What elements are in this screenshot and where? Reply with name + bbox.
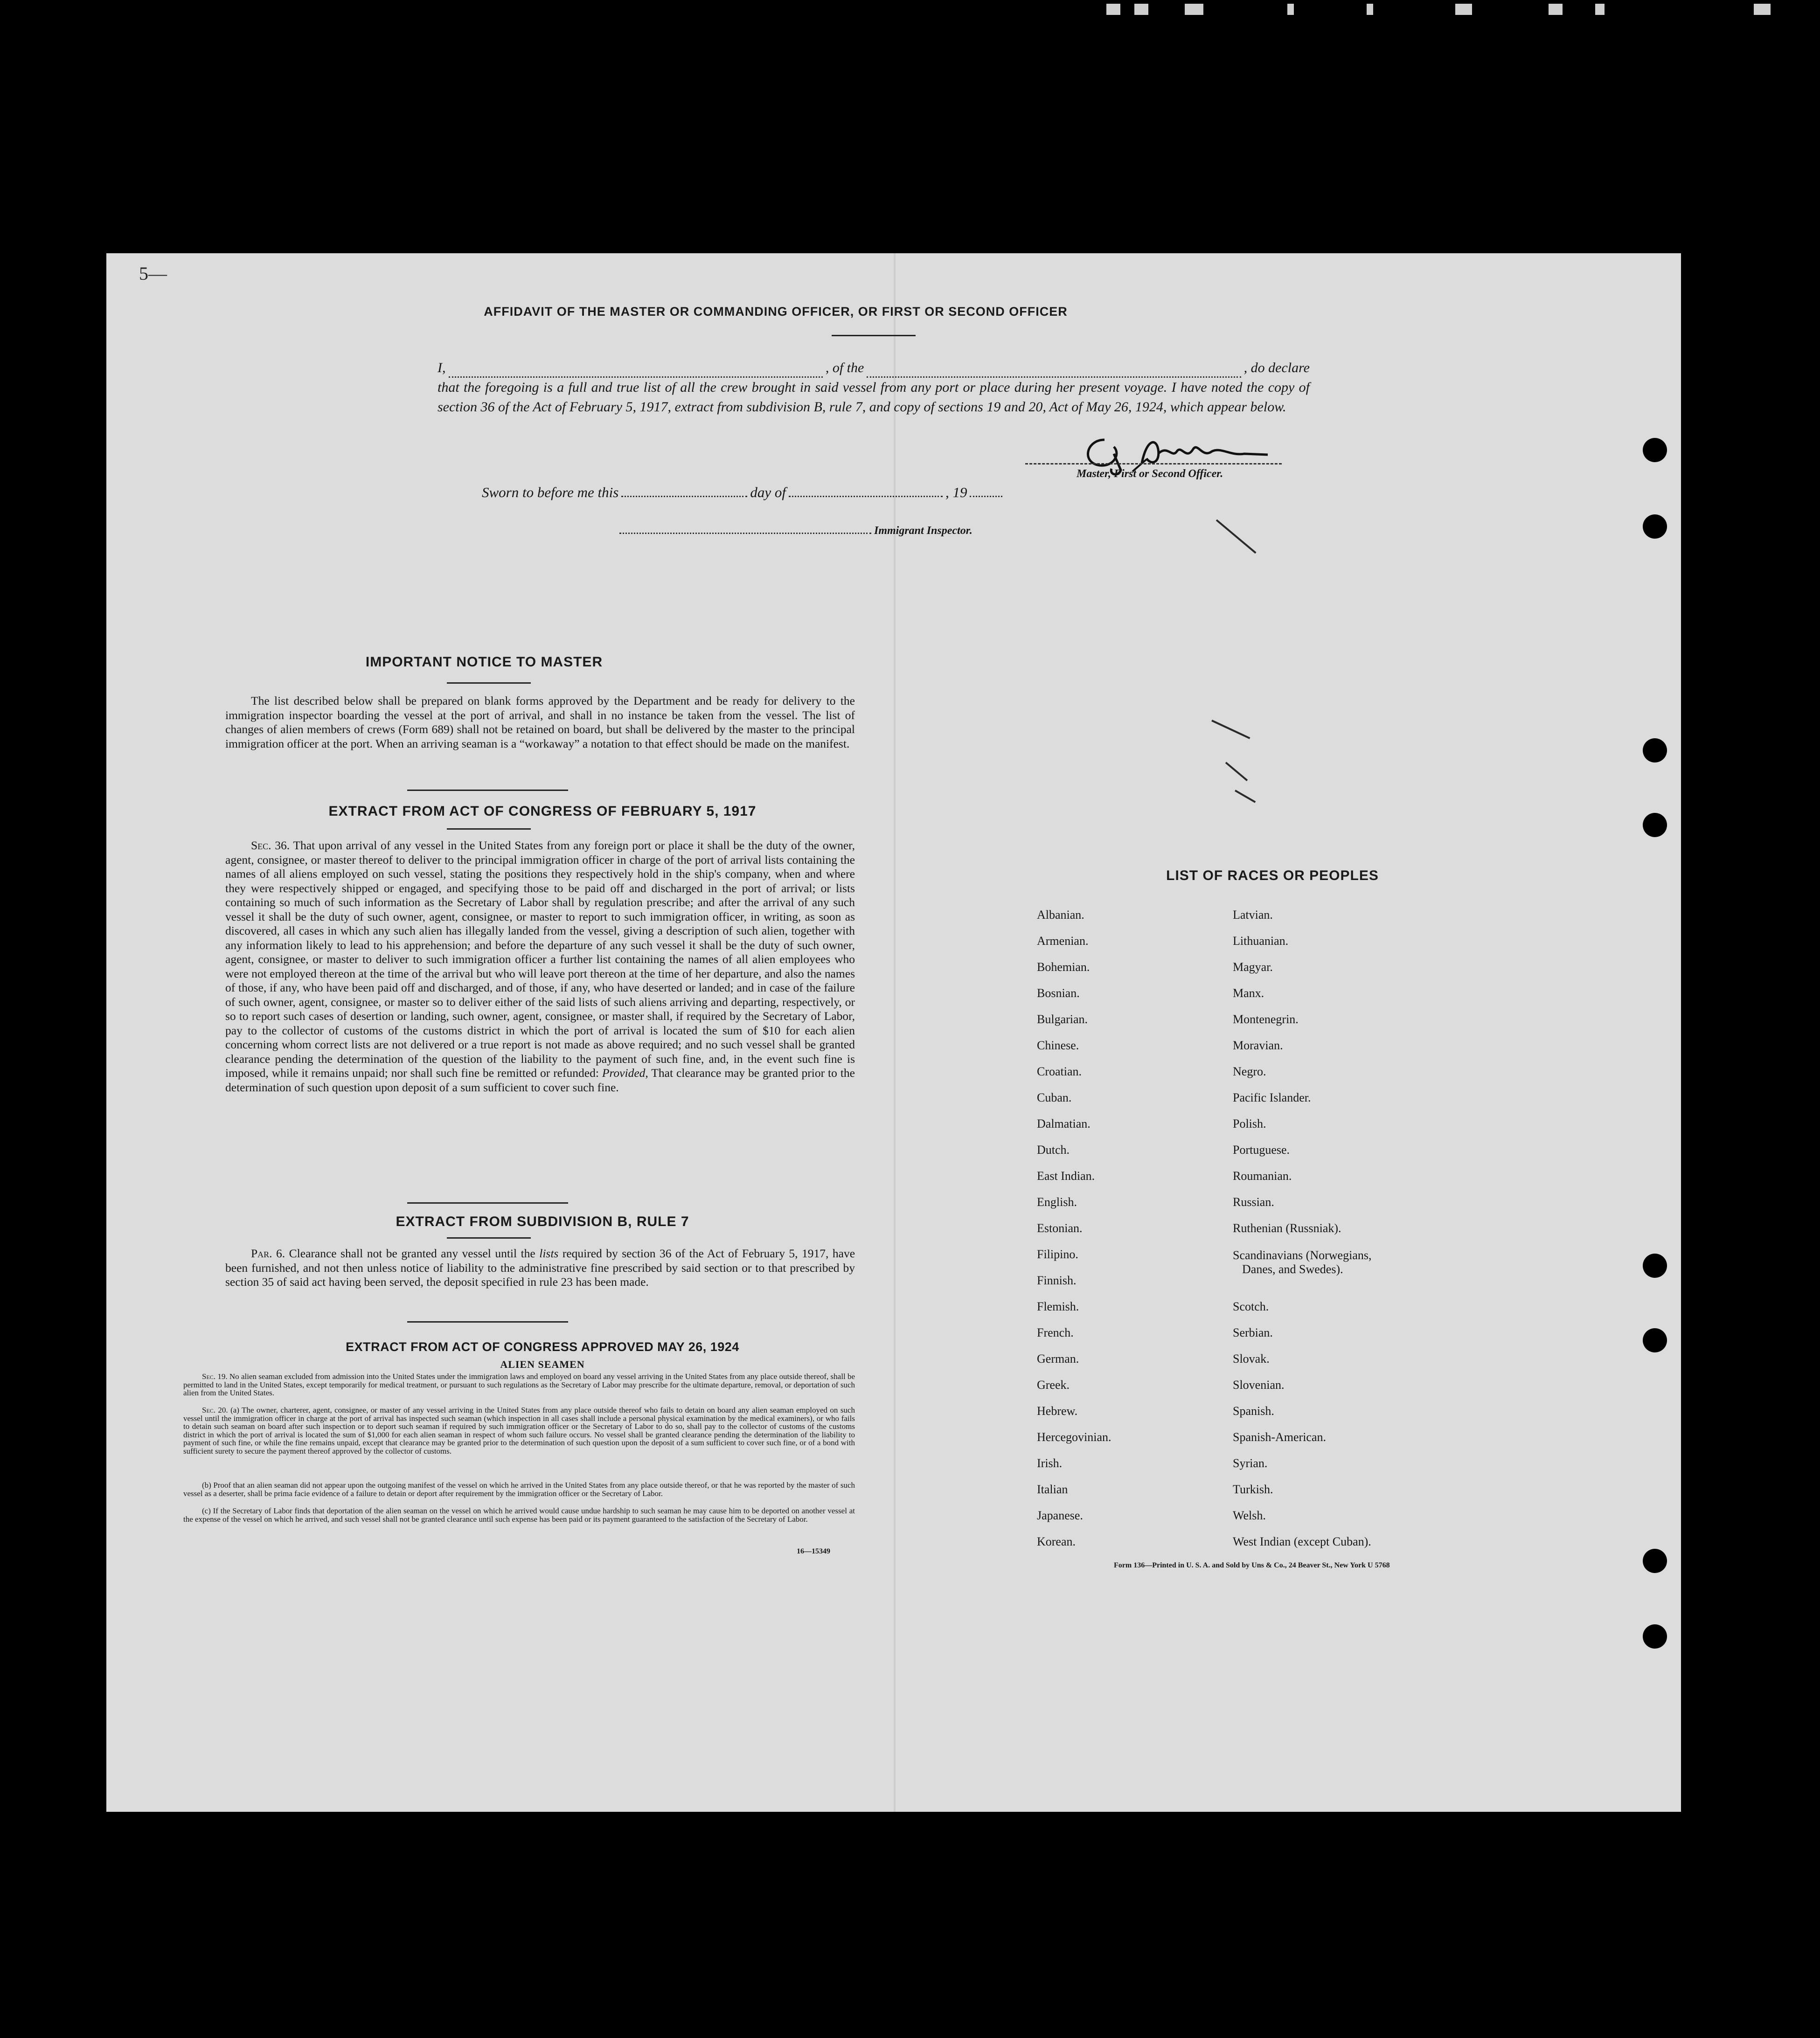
race-item: Moravian. [1233,1039,1283,1052]
affidavit-line-mid: , of the [825,360,864,375]
race-item: Russian. [1233,1195,1274,1209]
race-item: Slovenian. [1233,1378,1285,1392]
par-6-text-b: required by section 36 of the Act of February 5, 1917, have been furnished, and not then unless notice of liability to the administrative fine prescribed by said section or to that prescribed by section 35 of said act having been served, the deposit specified in rule 23 has been made. [225,1247,855,1289]
race-item: Greek. [1037,1378,1070,1392]
sec-19-body: No alien seaman excluded from admission into the United States under the immigration laws and employed on board any vessel arriving in the United States from any place outside thereof, shall be permitted to land in the United States, except temporarily for medical treatment, or pursuant to such regulations as the Secretary of Labor may prescribe for the ultimate departure, removal, or deportation of such alien from the United States. [183,1372,855,1397]
extract-1917-body [225,839,855,1095]
affidavit-line-end: , do declare [1243,360,1310,375]
sec-20b-text: (b) Proof that an alien seaman did not appear upon the outgoing manifest of the vessel on which he arrived in the United States from any place outside thereof, or that he was reported by the master of such vessel as a deserter, shall be prima facie evidence of a failure to detain or deport after requirement by the immigration officer or the Secretary of Labor. [183,1481,855,1498]
race-item: Scandinavians (Norwegians, [1233,1248,1372,1262]
race-item: Welsh. [1233,1509,1266,1522]
extract-1917-rule [447,828,531,830]
race-item: Flemish. [1037,1300,1079,1313]
extract-1924-title: EXTRACT FROM ACT OF CONGRESS APPROVED MAY 26, 1924 [346,1340,739,1354]
affidavit-line-start: I, [438,360,446,375]
race-item: Bohemian. [1037,960,1090,974]
race-item: Italian [1037,1483,1068,1496]
race-item: Albanian. [1037,908,1084,922]
month-blank[interactable] [789,485,943,497]
race-item: Roumanian. [1233,1169,1292,1183]
affidavit-declare-line [438,358,1310,378]
sec-36-label: Sec. 36. [251,839,290,852]
par-6-text-a: Clearance shall not be granted any vessel until the [289,1247,535,1260]
lists-word: lists [539,1247,559,1260]
sec-19-text [183,1373,855,1397]
race-item: Pacific Islander. [1233,1091,1311,1104]
proviso-word: Provided, [602,1066,648,1080]
race-item: Lithuanian. [1233,934,1289,948]
races-title: LIST OF RACES OR PEOPLES [1166,868,1379,883]
name-blank[interactable] [449,363,823,378]
sec-19-label: Sec. 19. [202,1372,228,1381]
race-item: Magyar. [1233,960,1273,974]
vessel-blank[interactable] [867,363,1241,378]
affidavit-title: AFFIDAVIT OF THE MASTER OR COMMANDING OFFICER, OR FIRST OR SECOND OFFICER [484,305,1068,319]
race-item: Scotch. [1233,1300,1269,1313]
subdivision-b-rule [447,1237,531,1239]
sec-20a-body: (a) The owner, charterer, agent, consignee, or master of any vessel arriving in the United States from any place outside thereof who fails to detain on board any alien seaman employed on such vessel until the immigration officer in charge at the port of arrival has inspected such seaman (which inspection in all cases shall include a personal physical examination by the medical examiners), or who fails to detain such seaman on board after such inspection or to deport such seaman if required by such immigration officer or the Secretary of Labor to do so, shall pay to the collector of customs of the customs district in which the port of arrival is located the sum of $1,000 for each alien seaman in respect of whom such failure occurs. No vessel shall be granted clearance pending the determination of the liability to payment of such fine, or while the fine remains unpaid, except that clearance may be granted prior to the determination of such question upon the deposit of a sum sufficient to cover such fine, or of a bond with sufficient surety to secure the payment thereof approved by the collector of customs. [183,1406,855,1456]
pencil-stroke [1225,762,1248,781]
race-item: Hercegovinian. [1037,1430,1111,1444]
inspector-blank[interactable] [619,521,871,534]
race-item: Hebrew. [1037,1404,1078,1418]
pencil-stroke [1216,519,1257,554]
printer-footer: Form 136—Printed in U. S. A. and Sold by Uns & Co., 24 Beaver St., New York U 5768 [1114,1561,1390,1569]
sec-20c-text: (c) If the Secretary of Labor finds that deportation of the alien seaman on the vessel on which he arrived would cause undue hardship to such seaman he may cause him to be deported on another vessel at the expense of the vessel on which he arrived, and such vessel shall not be granted clearance until such expense has been paid or its payment guaranteed to the satisfaction of the Secretary of Labor. [183,1506,855,1524]
race-item: Montenegrin. [1233,1012,1299,1026]
race-item: East Indian. [1037,1169,1095,1183]
race-item: Cuban. [1037,1091,1072,1104]
race-item: Spanish-American. [1233,1430,1327,1444]
subdivision-b-end-rule [407,1321,568,1323]
race-item: Manx. [1233,986,1264,1000]
affidavit-title-rule [832,335,916,336]
race-item: Danes, and Swedes). [1242,1262,1343,1276]
sworn-mid: day of [750,484,786,500]
race-item: English. [1037,1195,1077,1209]
race-item: Estonian. [1037,1221,1083,1235]
notice-title-rule [447,682,531,684]
race-item: Finnish. [1037,1274,1077,1287]
corner-handwritten-mark: 5— [139,263,167,284]
race-item: Bosnian. [1037,986,1080,1000]
form-code: 16—15349 [797,1547,830,1555]
race-item: Dutch. [1037,1143,1070,1157]
race-item: Syrian. [1233,1456,1268,1470]
race-item: Korean. [1037,1535,1076,1548]
day-blank[interactable] [621,485,747,497]
signature-line [1025,463,1282,464]
sec-20-label: Sec. 20. [202,1406,228,1414]
race-item: Negro. [1233,1065,1266,1078]
sworn-start: Sworn to before me this [482,484,619,500]
sec-36-text: That upon arrival of any vessel in the United States from any foreign port or place it shall be the duty of the owner, agent, consignee, or master thereof to deliver to the principal immigration officer in charge of the port of arrival lists containing the names of all aliens employed on such vessel, stating the positions they respectively hold in the ship's company, when and where they were respectively shipped or engaged, and specifying those to be paid off and discharged in the port of arrival; or lists containing so much of such information as the Secretary of Labor shall by regulation prescribe; and after the arrival of any such vessel it shall be the duty of such owner, agent, consignee, or master to report to such immigration officer, in writing, as soon as discovered, all cases in which any such alien has illegally landed from the vessel, giving a description of such alien, together with any information likely to lead to his apprehension; and before the departure of any such vessel it shall be the duty of such owner, agent, consignee, or master to deliver to such immigration officer a further list containing the names of all alien employees who were not employed thereon at the time of the arrival but who will leave port thereon at the time of her departure, and also the names of those, if any, who have been paid off and discharged, and of those, if any, who have deserted or landed; and in case of the failure of such owner, agent, consignee, or master so to deliver either of the said lists of such aliens arriving and departing, respectively, or so to report such cases of desertion or landing, such owner, agent, consignee, or master shall, if required by the Secretary of Labor, pay to the collector of customs of the customs district in which the port of arrival is located the sum of $10 for each alien concerning whom correct lists are not delivered or a true report is not made as above required; and no such vessel shall be granted clearance pending the determination of the question of the liability to the payment of such fine, and, in the event such fine is imposed, while it remains unpaid; nor shall such fine be remitted or refunded: [225,839,855,1080]
form-page [106,253,1681,1812]
alien-seamen-subtitle: ALIEN SEAMEN [500,1359,585,1370]
race-item: Slovak. [1233,1352,1270,1366]
signature-caption: Master, First or Second Officer. [1077,468,1223,480]
inspector-label: Immigrant Inspector. [874,525,973,537]
race-item: Serbian. [1233,1326,1273,1339]
affidavit-body: that the foregoing is a full and true list of all the crew brought in said vessel from any port or place during her present voyage. I have noted the copy of section 36 of the Act of February 5, 1917, extract from subdivision B, rule 7, and copy of sections 19 and 20, Act of May 26, 1924, which appear below. [438,380,1310,415]
notice-body: The list described below shall be prepared on blank forms approved by the Department and be ready for delivery to the immigration inspector boarding the vessel at the port of arrival, and shall in no instance be taken from the vessel. The list of changes of alien members of crews (Form 689) shall not be retained on board, but shall be delivered by the master to the principal immigration officer at the port. When an arriving seaman is a “workaway” a notation to that effect should be made on the manifest. [225,694,855,750]
subdivision-b-title: EXTRACT FROM SUBDIVISION B, RULE 7 [396,1214,689,1229]
notice-end-rule [407,790,568,791]
race-item: Turkish. [1233,1483,1273,1496]
race-item: Latvian. [1233,908,1273,922]
proviso-text: That clearance may be granted prior to the determination of such question upon deposit of a sum sufficient to cover such fine. [225,1066,855,1094]
race-item: Bulgarian. [1037,1012,1088,1026]
affidavit-text [438,358,1310,417]
race-item: West Indian (except Cuban). [1233,1535,1371,1548]
inspector-line [619,521,973,537]
race-item: Polish. [1233,1117,1266,1130]
pencil-stroke [1211,720,1250,739]
extract-1917-end-rule [407,1202,568,1204]
race-item: German. [1037,1352,1079,1366]
year-blank[interactable] [970,485,1002,497]
notice-title: IMPORTANT NOTICE TO MASTER [365,654,603,670]
sec-20a-text [183,1406,855,1455]
pencil-stroke [1235,790,1256,803]
race-item: Ruthenian (Russniak). [1233,1221,1341,1235]
race-item: Portuguese. [1233,1143,1290,1157]
race-item: French. [1037,1326,1074,1339]
race-item: Filipino. [1037,1248,1078,1261]
sworn-end: , 19 [945,484,967,500]
race-item: Irish. [1037,1456,1063,1470]
race-item: Spanish. [1233,1404,1274,1418]
race-item: Armenian. [1037,934,1089,948]
sworn-line [482,484,1005,501]
extract-1917-title: EXTRACT FROM ACT OF CONGRESS OF FEBRUARY 5, 1917 [328,804,757,819]
race-item: Japanese. [1037,1509,1083,1522]
race-item: Dalmatian. [1037,1117,1091,1130]
subdivision-b-body [225,1247,855,1289]
par-6-label: Par. 6. [251,1247,285,1260]
race-item: Chinese. [1037,1039,1079,1052]
film-edge-marks [1101,0,1791,19]
race-item: Croatian. [1037,1065,1082,1078]
